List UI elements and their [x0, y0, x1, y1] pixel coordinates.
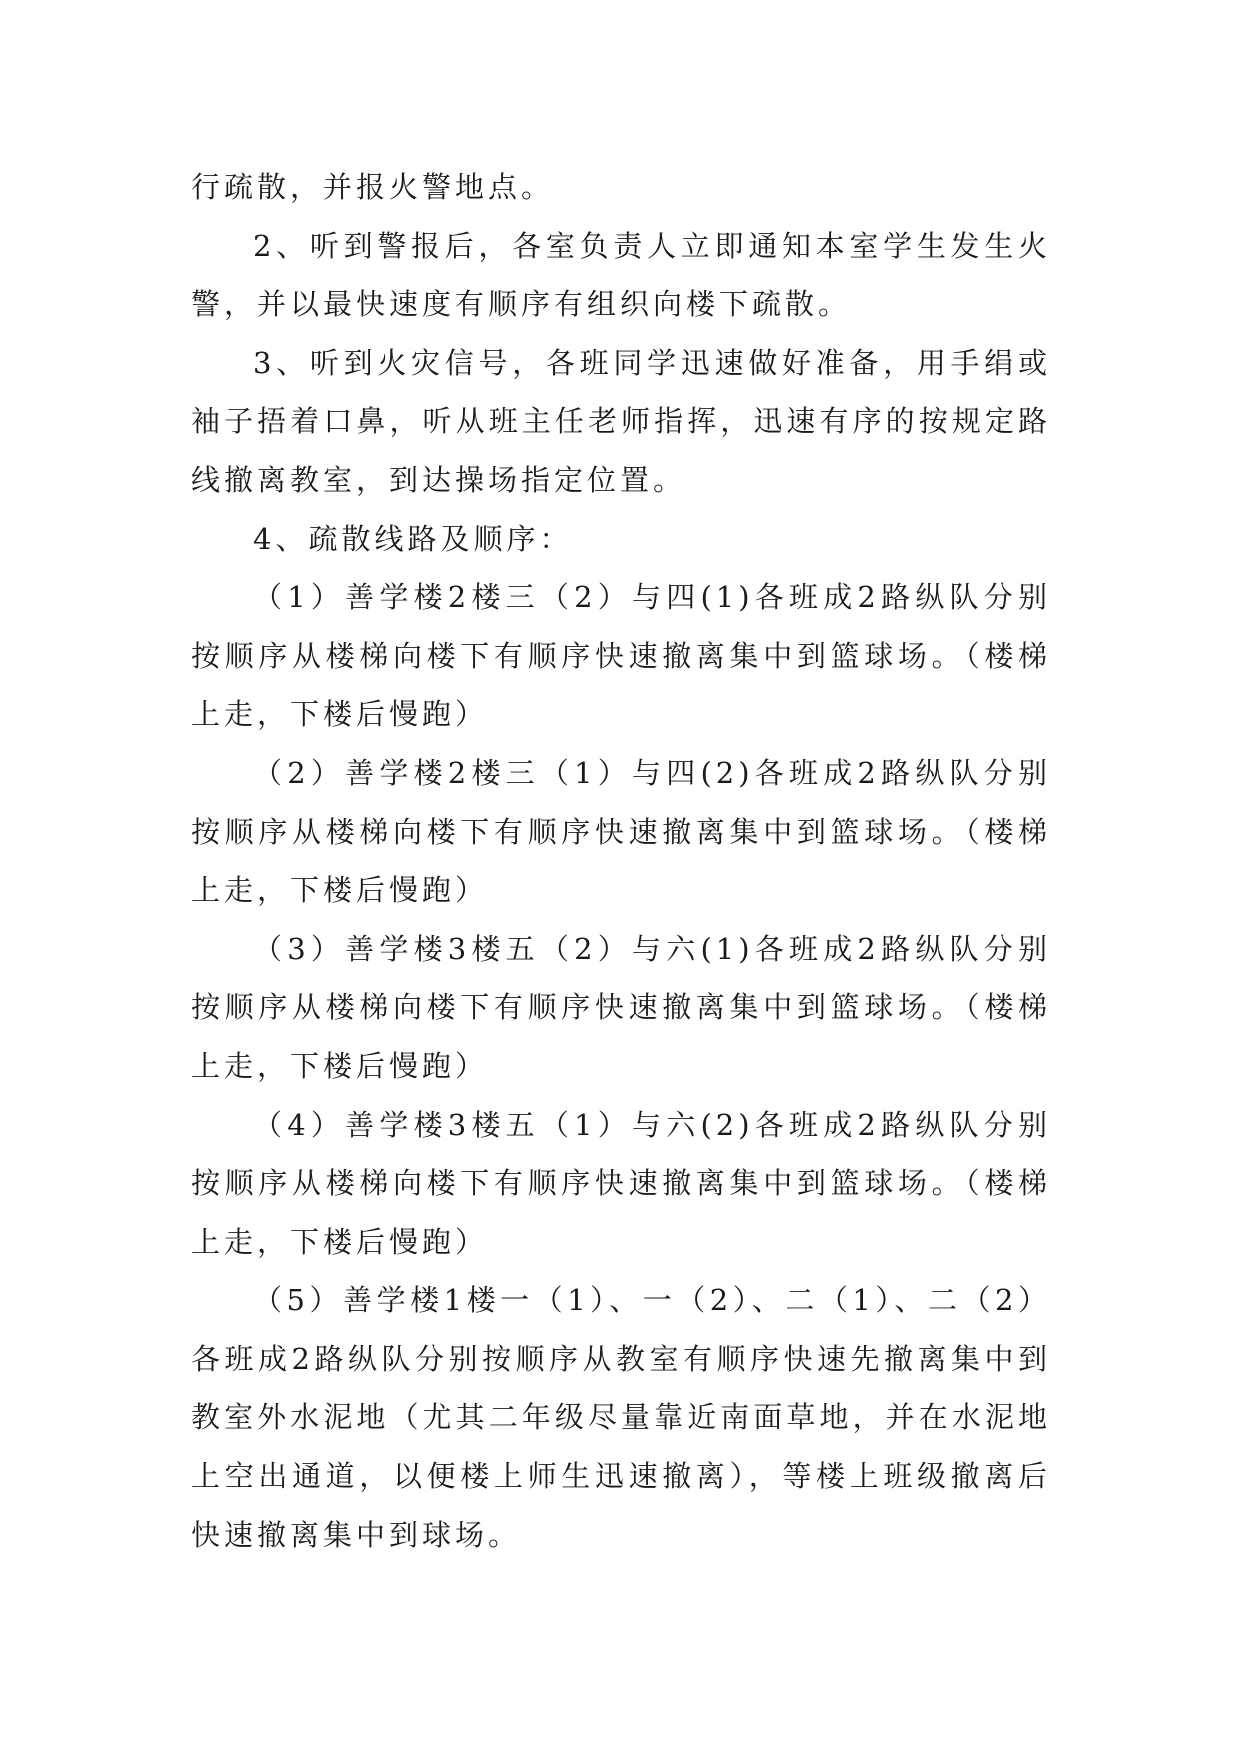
- document-body: [191, 158, 1051, 1564]
- paragraph-item-4-routes-heading: 4、疏散线路及顺序：: [253, 521, 573, 556]
- paragraph-route-3: （3）善学楼3楼五（2）与六(1)各班成2路纵队分别按顺序从楼梯向楼下有顺序快速撤离集中到篮球场。（楼梯上走，下楼后慢跑）: [191, 931, 1051, 1083]
- paragraph-route-4: （4）善学楼3楼五（1）与六(2)各班成2路纵队分别按顺序从楼梯向楼下有顺序快速撤离集中到篮球场。（楼梯上走，下楼后慢跑）: [191, 1107, 1051, 1259]
- paragraph-route-2: （2）善学楼2楼三（1）与四(2)各班成2路纵队分别按顺序从楼梯向楼下有顺序快速撤离集中到篮球场。（楼梯上走，下楼后慢跑）: [191, 755, 1051, 908]
- paragraph-route-1: （1）善学楼2楼三（2）与四(1)各班成2路纵队分别按顺序从楼梯向楼下有顺序快速撤离集中到篮球场。（楼梯上走，下楼后慢跑）: [191, 580, 1051, 732]
- paragraph-evacuation-continued: 行疏散，并报火警地点。: [191, 170, 555, 204]
- paragraph-item-3-fire-signal: 3、听到火灾信号，各班同学迅速做好准备，用手绢或袖子捂着口鼻，听从班主任老师指挥，迅速有序的按规定路线撤离教室，到达操场指定位置。: [191, 345, 1051, 497]
- paragraph-item-2-alarm: 2、听到警报后，各室负责人立即通知本室学生发生火警，并以最快速度有顺序有组织向楼下疏散。: [191, 228, 1051, 322]
- paragraph-route-5: （5）善学楼1楼一（1）、一（2）、二（1）、二（2）各班成2路纵队分别按顺序从教室有顺序快速先撤离集中到教室外水泥地（尤其二年级尽量靠近南面草地，并在水泥地上空出通道，以便楼上师生迅速撤离），等楼上班级撤离后快速撤离集中到球场。: [191, 1283, 1051, 1552]
